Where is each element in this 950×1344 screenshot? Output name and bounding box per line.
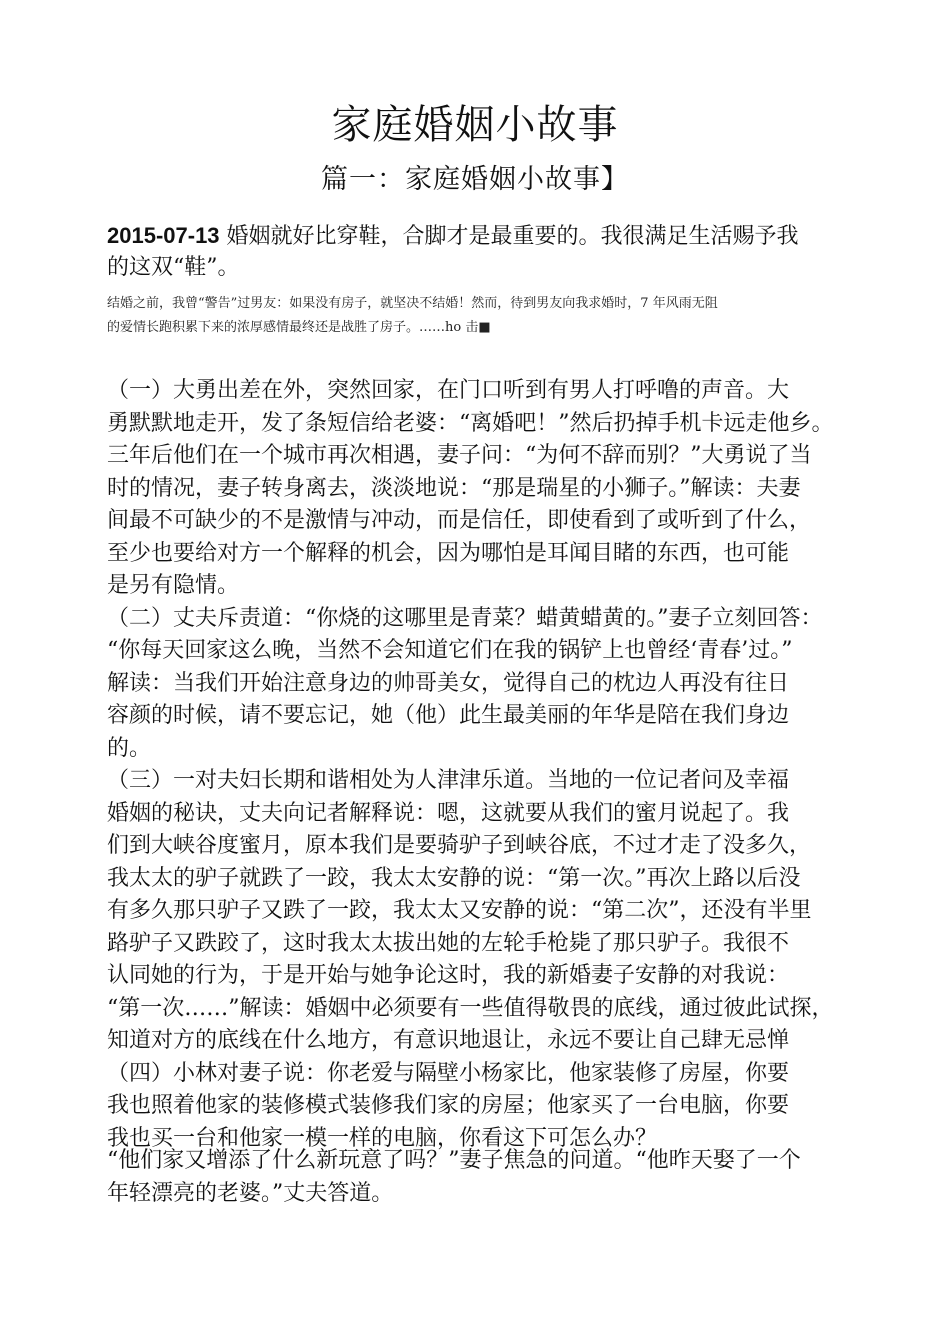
- story-body: [107, 375, 867, 1155]
- lead-line: 的这双“鞋”。: [107, 255, 240, 280]
- body-line: （二）丈夫斥责道：“你烧的这哪里是青菜？蜡黄蜡黄的。”妻子立刻回答：: [107, 605, 823, 631]
- closing-line: “他们家又增添了什么新玩意了吗？”妻子焦急的问道。“他昨天娶了一个: [107, 1148, 801, 1173]
- body-line: 我也照着他家的装修模式装修我们家的房屋；他家买了一台电脑，你要: [107, 1093, 790, 1118]
- note-line: 结婚之前，我曾“警告”过男友：如果没有房子，就坚决不结婚！然而，待到男友向我求婚时，7 年风雨无阻: [107, 296, 718, 311]
- body-line: 时的情况，妻子转身离去，淡淡地说：“那是瑞星的小狮子。”解读：夫妻: [107, 475, 801, 501]
- body-line: 的。: [107, 735, 152, 761]
- body-line: （三）一对夫妇长期和谐相处为人津津乐道。当地的一位记者问及幸福: [107, 768, 790, 793]
- closing-paragraph: [107, 1145, 867, 1210]
- body-line: 间最不可缺少的不是激情与冲动，而是信任，即使看到了或听到了什么，: [107, 508, 812, 533]
- body-line: 我太太的驴子就跌了一跤，我太太安静的说：“第一次。”再次上路以后没: [107, 865, 801, 891]
- lead-date: 2015-07-13: [107, 223, 220, 248]
- lead-text: 婚姻就好比穿鞋，合脚才是最重要的。我很满足生活赐予我: [226, 224, 799, 249]
- body-line: 认同她的行为，于是开始与她争论这时，我的新婚妻子安静的对我说：: [107, 963, 790, 988]
- body-line: “第一次……”解读：婚姻中必须要有一些值得敬畏的底线，通过彼此试探，: [107, 995, 834, 1021]
- document-title: 家庭婚姻小故事: [331, 102, 619, 148]
- body-line: 路驴子又跌跤了，这时我太太拔出她的左轮手枪毙了那只驴子。我很不: [107, 930, 790, 956]
- body-line: 有多久那只驴子又跌了一跤，我太太又安静的说：“第二次”，还没有半里: [107, 898, 812, 923]
- lead-line: [107, 220, 852, 252]
- body-line: 至少也要给对方一个解释的机会，因为哪怕是耳闻目睹的东西，也可能: [107, 540, 790, 566]
- body-line: 勇默默地走开，发了条短信给老婆：“离婚吧！”然后扔掉手机卡远走他乡。: [107, 410, 834, 436]
- body-line: 是另有隐情。: [107, 573, 240, 598]
- body-line: （一）大勇出差在外，突然回家，在门口听到有男人打呼噜的声音。大: [107, 378, 790, 403]
- body-line: 们到大峡谷度蜜月，原本我们是要骑驴子到峡谷底，不过才走了没多久，: [107, 833, 812, 858]
- body-line: 解读：当我们开始注意身边的帅哥美女，觉得自己的枕边人再没有往日: [107, 670, 790, 696]
- note-line: 的爱情长跑积累下来的浓厚感情最终还是战胜了房子。……ho 击■: [107, 320, 491, 335]
- body-line: （四）小林对妻子说：你老爱与隔壁小杨家比，他家装修了房屋，你要: [107, 1060, 790, 1086]
- body-line: 容颜的时候，请不要忘记，她（他）此生最美丽的年华是陪在我们身边: [107, 703, 790, 728]
- body-line: 婚姻的秘诀，丈夫向记者解释说：嗯，这就要从我们的蜜月说起了。我: [107, 800, 790, 826]
- body-line: 我也买一台和他家一模一样的电脑，你看这下可怎么办？: [107, 1125, 658, 1151]
- closing-line: 年轻漂亮的老婆。”丈夫答道。: [107, 1180, 394, 1206]
- body-line: 三年后他们在一个城市再次相遇，妻子问：“为何不辞而别？”大勇说了当: [107, 443, 812, 468]
- body-line: 知道对方的底线在什么地方，有意识地退让，永远不要让自己肆无忌惮: [107, 1028, 790, 1053]
- body-line: “你每天回家这么晚，当然不会知道它们在我的锅铲上也曾经‘青春’过。”: [107, 638, 793, 663]
- note-paragraph: [107, 292, 852, 340]
- document-subtitle: 篇一：家庭婚姻小故事】: [321, 164, 629, 195]
- lead-paragraph: [107, 220, 852, 283]
